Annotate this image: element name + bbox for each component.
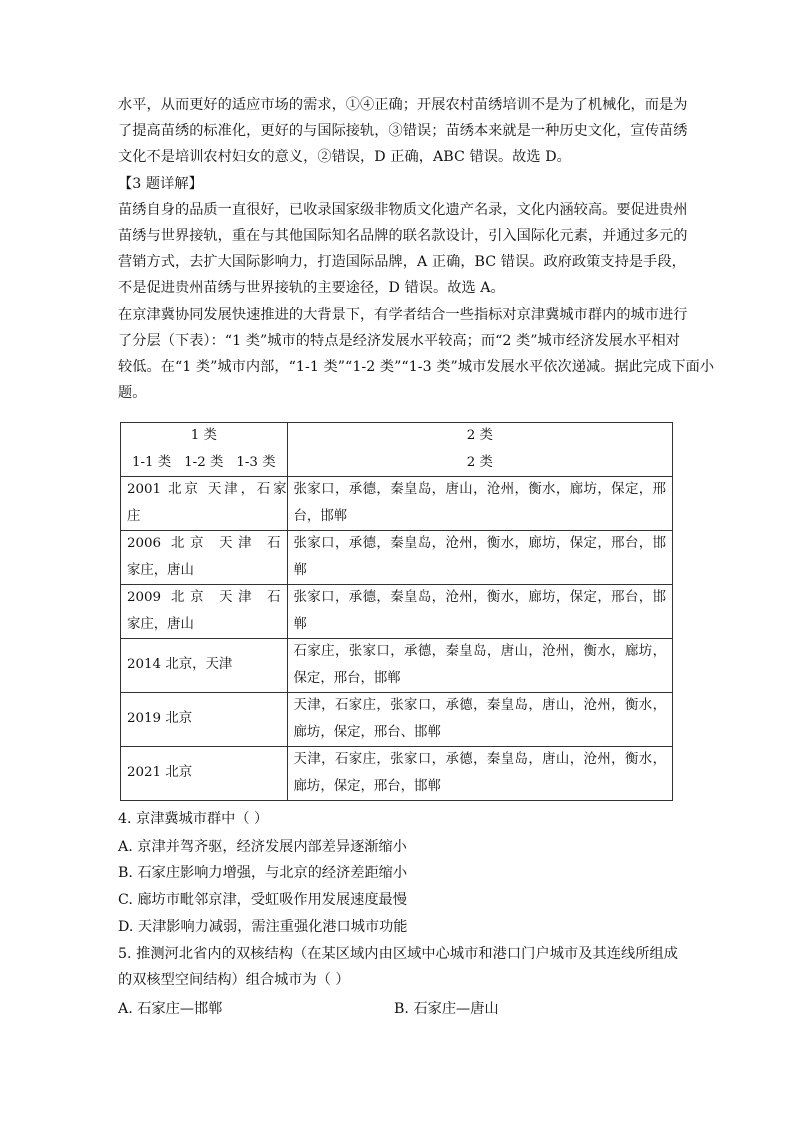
header-class1-label: 1 类 (190, 428, 217, 443)
cell-line: 张家口，承德，秦皇岛，沧州，衡水，廊坊，保定，邢台，邯 (293, 590, 666, 605)
q5-stem-line: 5. 推测河北省内的双核结构（在某区域内由区域中心城市和港口门户城市及其连线所组成 (118, 946, 678, 962)
text-line: 不是促进贵州苗绣与世界接轨的主要途径，D 错误。故选 A。 (118, 280, 505, 297)
text-line: 了分层（下表）：“1 类”城市的特点是经济发展水平较高；而“2 类”城市经济发展水平相对 (118, 332, 680, 349)
cell-line: 2006 北京 天津 石 (127, 536, 281, 551)
text-line: 营销方式，去扩大国际影响力，打造国际品牌，A 正确，BC 错误。政府政策支持是手段， (118, 254, 686, 271)
class2-cell (287, 477, 672, 531)
q5-option-a[interactable]: A. 石家庄—邯郸 (118, 1001, 223, 1017)
cell-line: 张家口，承德，秦皇岛，沧州，衡水，廊坊，保定，邢台，邯 (293, 536, 666, 551)
intro-text (118, 92, 715, 406)
year-cell (121, 531, 288, 585)
q4-option-d[interactable]: D. 天津影响力减弱，需注重强化港口城市功能 (118, 919, 408, 935)
cell-line: 郸 (293, 562, 307, 578)
cell-line: 保定，邢台，邯郸 (293, 670, 401, 686)
cell-line: 廊坊，保定，邢台，邯郸 (293, 778, 441, 794)
q4-option-a[interactable]: A. 京津并驾齐驱，经济发展内部差异逐渐缩小 (118, 839, 407, 855)
header-class2-label: 2 类 (466, 428, 493, 443)
cell-line: 郸 (293, 616, 307, 632)
header-cell-class2 (287, 423, 672, 477)
year-cell: 2021 北京 (121, 747, 288, 801)
section-heading: 【3 题详解】 (118, 175, 203, 192)
header-class1-subtypes (121, 450, 287, 476)
header-class2-sub: 2 类 (466, 454, 493, 470)
table-row (121, 747, 673, 801)
table-row (121, 585, 673, 639)
cell-line: 台，邯郸 (293, 508, 348, 524)
cell-line: 2001 北京 天津，石家 (127, 482, 287, 497)
text-line: 了提高苗绣的标准化，更好的与国际接轨，③错误；苗绣本来就是一种历史文化，宣传苗绣 (118, 123, 688, 140)
subtype-label: 1-3 类 (236, 454, 276, 470)
q5-stem-line: 的双核型空间结构）组合城市为（ ） (118, 972, 350, 989)
cell-line: 天津，石家庄，张家口，承德，秦皇岛，唐山，沧州，衡水， (293, 698, 666, 713)
text-line: 文化不是培训农村妇女的意义，②错误，D 正确，ABC 错误。故选 D。 (118, 149, 571, 166)
cell-line: 家庄，唐山 (127, 616, 194, 632)
city-tier-table (120, 422, 673, 801)
header-cell-class1 (121, 423, 288, 477)
table-row (121, 531, 673, 585)
cell-line: 天津，石家庄，张家口，承德，秦皇岛，唐山，沧州，衡水， (293, 752, 666, 767)
question-5-stem (118, 941, 678, 994)
year-cell: 2014 北京，天津 (121, 639, 288, 693)
table-row (121, 693, 673, 747)
cell-line: 廊坊，保定，邢台、邯郸 (293, 724, 441, 740)
class2-cell (287, 693, 672, 747)
question-4-stem: 4. 京津冀城市群中（ ） (118, 811, 269, 827)
table-row (121, 639, 673, 693)
cell-line: 张家口，承德，秦皇岛，唐山，沧州，衡水，廊坊，保定，邢 (293, 482, 666, 497)
class2-cell (287, 585, 672, 639)
subtype-label: 1-1 类 (131, 454, 172, 470)
q4-option-c[interactable]: C. 廊坊市毗邻京津，受虹吸作用发展速度最慢 (118, 892, 407, 908)
year-cell (121, 477, 288, 531)
class2-cell (287, 747, 672, 801)
q4-option-b[interactable]: B. 石家庄影响力增强，与北京的经济差距缩小 (118, 865, 408, 881)
text-line: 在京津冀协同发展快速推进的大背景下，有学者结合一些指标对京津冀城市群内的城市进行 (118, 306, 688, 323)
text-line: 较低。在“1 类”城市内部，“1-1 类”“1-2 类”“1-3 类”城市发展水平依次递减。据此完成下面小 (118, 359, 715, 376)
cell-line: 庄 (127, 508, 141, 524)
cell-line: 家庄，唐山 (127, 562, 194, 578)
cell-line: 2009 北京 天津 石 (127, 590, 281, 605)
table-row (121, 477, 673, 531)
text-line: 题。 (118, 385, 147, 402)
text-line: 水平，从而更好的适应市场的需求，①④正确；开展农村苗绣培训不是为了机械化，而是为 (118, 97, 688, 113)
cell-line: 石家庄，张家口，承德，秦皇岛，唐山，沧州，衡水，廊坊， (293, 644, 666, 659)
table-header-row (121, 423, 673, 477)
text-line: 苗绣自身的品质一直很好，已收录国家级非物质文化遗产名录，文化内涵较高。要促进贵州 (118, 201, 688, 218)
text-line: 苗绣与世界接轨，重在与其他国际知名品牌的联名款设计，引入国际化元素，并通过多元的 (118, 228, 688, 245)
class2-cell (287, 639, 672, 693)
q5-option-b[interactable]: B. 石家庄—唐山 (394, 1001, 499, 1017)
class2-cell (287, 531, 672, 585)
subtype-label: 1-2 类 (184, 454, 224, 470)
year-cell: 2019 北京 (121, 693, 288, 747)
year-cell (121, 585, 288, 639)
